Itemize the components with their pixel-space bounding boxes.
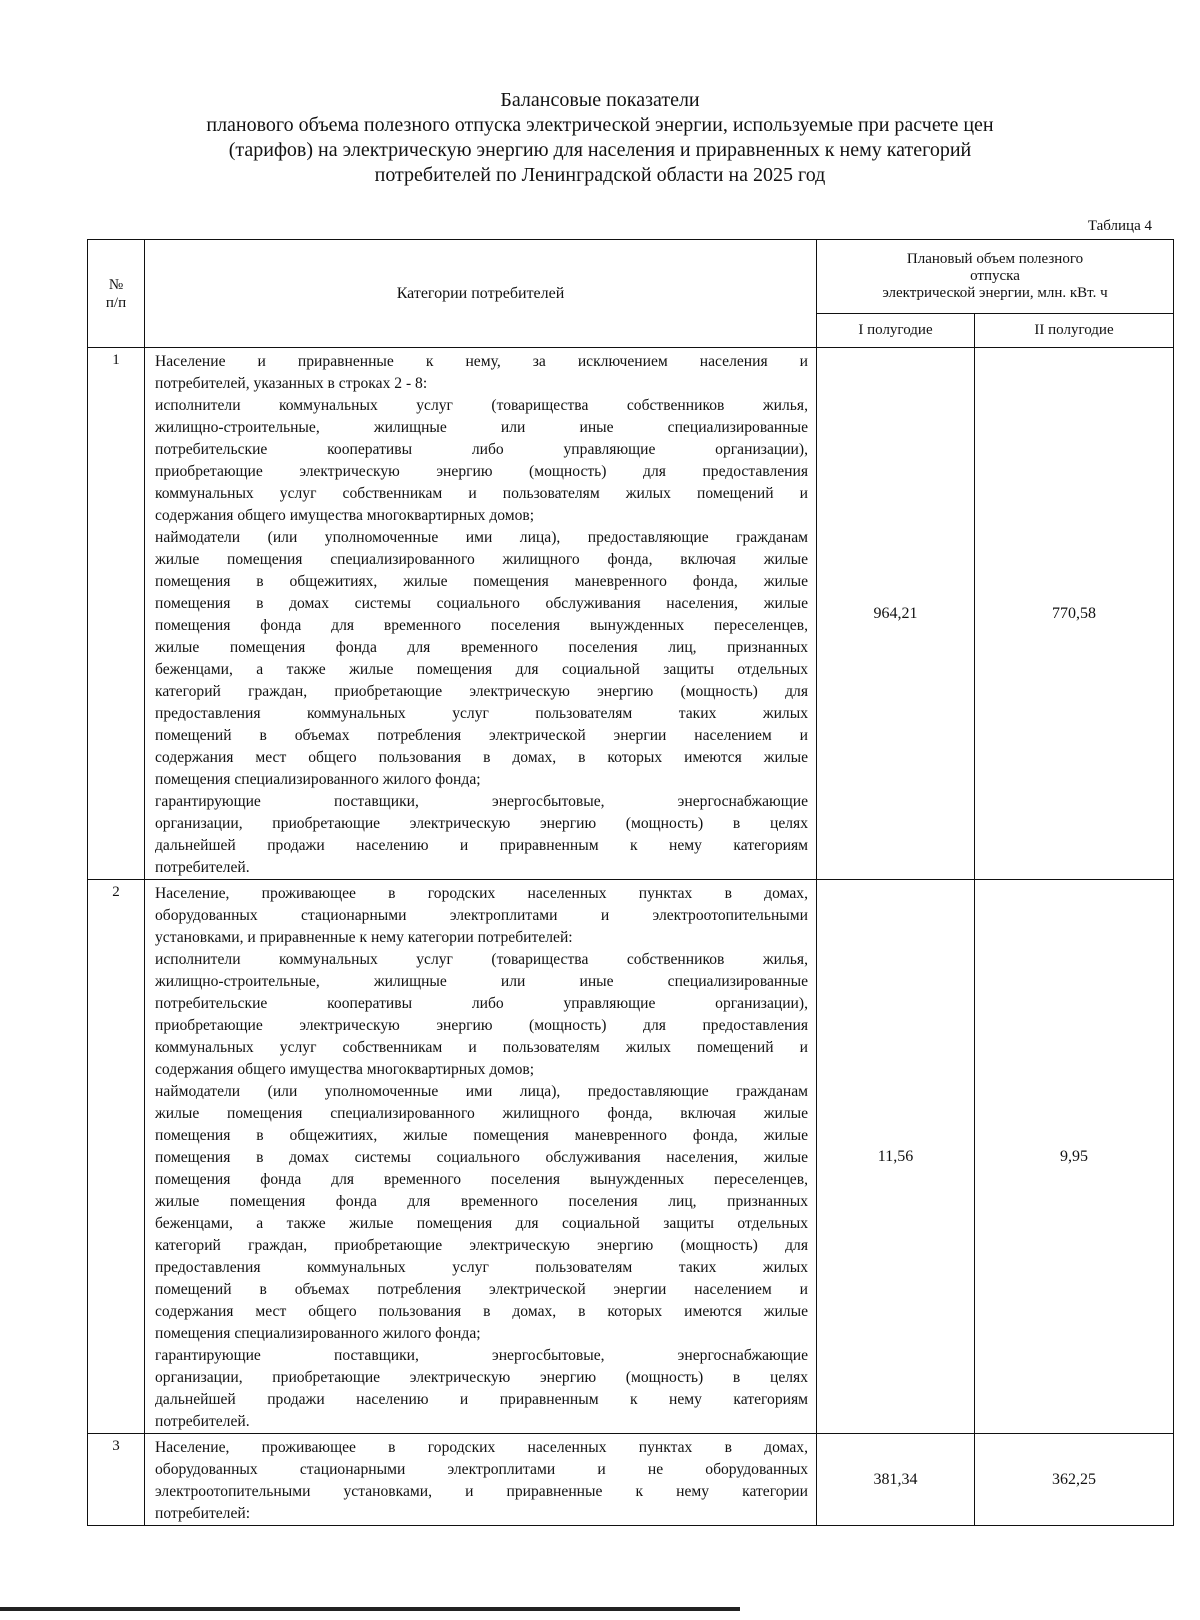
table-row	[88, 1434, 1174, 1526]
header-volume: Плановый объем полезного отпуска электрической энергии, млн. кВт. ч	[817, 240, 1174, 314]
category-line: содержания общего имущества многоквартирных домов;	[155, 1061, 535, 1078]
category-line: содержания мест общего пользования в домах, в которых имеются жилые	[155, 1303, 808, 1320]
category-line: жилищно-строительные, жилищные или иные специализированные	[155, 419, 808, 436]
balance-table	[87, 239, 1174, 1526]
category-line: содержания мест общего пользования в домах, в которых имеются жилые	[155, 749, 808, 766]
category-line: жилые помещения специализированного жилищного фонда, включая жилые	[155, 551, 808, 568]
category-line: потребителей:	[155, 1505, 251, 1522]
category-line: приобретающие электрическую энергию (мощность) для предоставления	[155, 1017, 808, 1034]
category-line: потребительские кооперативы либо управляющие организации),	[155, 995, 808, 1012]
category-line: помещений в объемах потребления электрической энергии населением и	[155, 1281, 808, 1298]
category-line: помещения в общежитиях, жилые помещения маневренного фонда, жилые	[155, 1127, 808, 1144]
category-line: организации, приобретающие электрическую энергию (мощность) в целях	[155, 815, 808, 832]
row-category	[145, 880, 817, 1434]
table-label: Таблица 4	[1087, 218, 1152, 234]
category-line: предоставления коммунальных услуг пользователям таких жилых	[155, 1259, 808, 1276]
title-line: (тарифов) на электрическую энергию для населения и приравненных к нему категорий	[228, 139, 972, 161]
category-line: помещения в общежитиях, жилые помещения маневренного фонда, жилые	[155, 573, 808, 590]
category-line: помещения фонда для временного поселения вынужденных переселенцев,	[155, 617, 808, 634]
category-line: содержания общего имущества многоквартирных домов;	[155, 507, 535, 524]
category-line: категорий граждан, приобретающие электрическую энергию (мощность) для	[155, 1237, 808, 1254]
header-row	[88, 240, 1174, 314]
header-category: Категории потребителей	[145, 240, 817, 348]
value-half1: 11,56	[817, 880, 975, 1434]
category-line: наймодатели (или уполномоченные ими лица), предоставляющие гражданам	[155, 529, 808, 546]
title-line: планового объема полезного отпуска электрической энергии, используемые при расчете цен	[206, 114, 994, 136]
category-line: дальнейшей продажи населению и приравненным к нему категориям	[155, 837, 808, 854]
category-line: помещения фонда для временного поселения вынужденных переселенцев,	[155, 1171, 808, 1188]
category-line: дальнейшей продажи населению и приравненным к нему категориям	[155, 1391, 808, 1408]
category-line: исполнители коммунальных услуг (товарищества собственников жилья,	[155, 397, 808, 414]
document-title	[120, 88, 1080, 188]
category-line: помещения специализированного жилого фонда;	[155, 771, 481, 788]
header-half1: I полугодие	[817, 314, 975, 348]
row-number: 2	[88, 880, 145, 1434]
category-line: коммунальных услуг собственникам и пользователям жилых помещений и	[155, 1039, 808, 1056]
value-half1: 964,21	[817, 348, 975, 880]
value-half2: 362,25	[975, 1434, 1174, 1526]
category-line: приобретающие электрическую энергию (мощность) для предоставления	[155, 463, 808, 480]
value-half1: 381,34	[817, 1434, 975, 1526]
header-half2: II полугодие	[975, 314, 1174, 348]
category-line: жилые помещения специализированного жилищного фонда, включая жилые	[155, 1105, 808, 1122]
category-line: помещения в домах системы социального обслуживания населения, жилые	[155, 595, 808, 612]
category-line: Население и приравненные к нему, за исключением населения и	[155, 353, 808, 370]
category-line: предоставления коммунальных услуг пользователям таких жилых	[155, 705, 808, 722]
category-line: гарантирующие поставщики, энергосбытовые, энергоснабжающие	[155, 1347, 808, 1364]
category-line: Население, проживающее в городских населенных пунктах в домах,	[155, 885, 808, 902]
scan-edge-shadow	[0, 1607, 740, 1611]
category-line: наймодатели (или уполномоченные ими лица), предоставляющие гражданам	[155, 1083, 808, 1100]
row-category	[145, 1434, 817, 1526]
category-line: электроотопительными установками, и приравненные к нему категории	[155, 1483, 808, 1500]
category-line: установками, и приравненные к нему категории потребителей:	[155, 929, 573, 946]
category-line: организации, приобретающие электрическую энергию (мощность) в целях	[155, 1369, 808, 1386]
category-line: потребителей.	[155, 859, 250, 876]
title-line: потребителей по Ленинградской области на 2025 год	[374, 164, 826, 186]
category-line: потребительские кооперативы либо управляющие организации),	[155, 441, 808, 458]
category-line: исполнители коммунальных услуг (товарищества собственников жилья,	[155, 951, 808, 968]
category-line: помещения специализированного жилого фонда;	[155, 1325, 481, 1342]
category-line: коммунальных услуг собственникам и пользователям жилых помещений и	[155, 485, 808, 502]
row-category	[145, 348, 817, 880]
table-row	[88, 880, 1174, 1434]
title-line: Балансовые показатели	[500, 89, 700, 111]
category-line: категорий граждан, приобретающие электрическую энергию (мощность) для	[155, 683, 808, 700]
category-line: Население, проживающее в городских населенных пунктах в домах,	[155, 1439, 808, 1456]
header-number: № п/п	[88, 240, 145, 348]
category-line: гарантирующие поставщики, энергосбытовые, энергоснабжающие	[155, 793, 808, 810]
table-row	[88, 348, 1174, 880]
category-line: помещения в домах системы социального обслуживания населения, жилые	[155, 1149, 808, 1166]
category-line: беженцами, а также жилые помещения для социальной защиты отдельных	[155, 1215, 808, 1232]
category-line: помещений в объемах потребления электрической энергии населением и	[155, 727, 808, 744]
row-number: 3	[88, 1434, 145, 1526]
category-line: потребителей.	[155, 1413, 250, 1430]
category-line: беженцами, а также жилые помещения для социальной защиты отдельных	[155, 661, 808, 678]
row-number: 1	[88, 348, 145, 880]
category-line: жилые помещения фонда для временного поселения лиц, признанных	[155, 1193, 808, 1210]
category-line: оборудованных стационарными электроплитами и не оборудованных	[155, 1461, 808, 1478]
category-line: потребителей, указанных в строках 2 - 8:	[155, 375, 428, 392]
category-line: оборудованных стационарными электроплитами и электроотопительными	[155, 907, 808, 924]
value-half2: 9,95	[975, 880, 1174, 1434]
category-line: жилые помещения фонда для временного поселения лиц, признанных	[155, 639, 808, 656]
category-line: жилищно-строительные, жилищные или иные специализированные	[155, 973, 808, 990]
value-half2: 770,58	[975, 348, 1174, 880]
